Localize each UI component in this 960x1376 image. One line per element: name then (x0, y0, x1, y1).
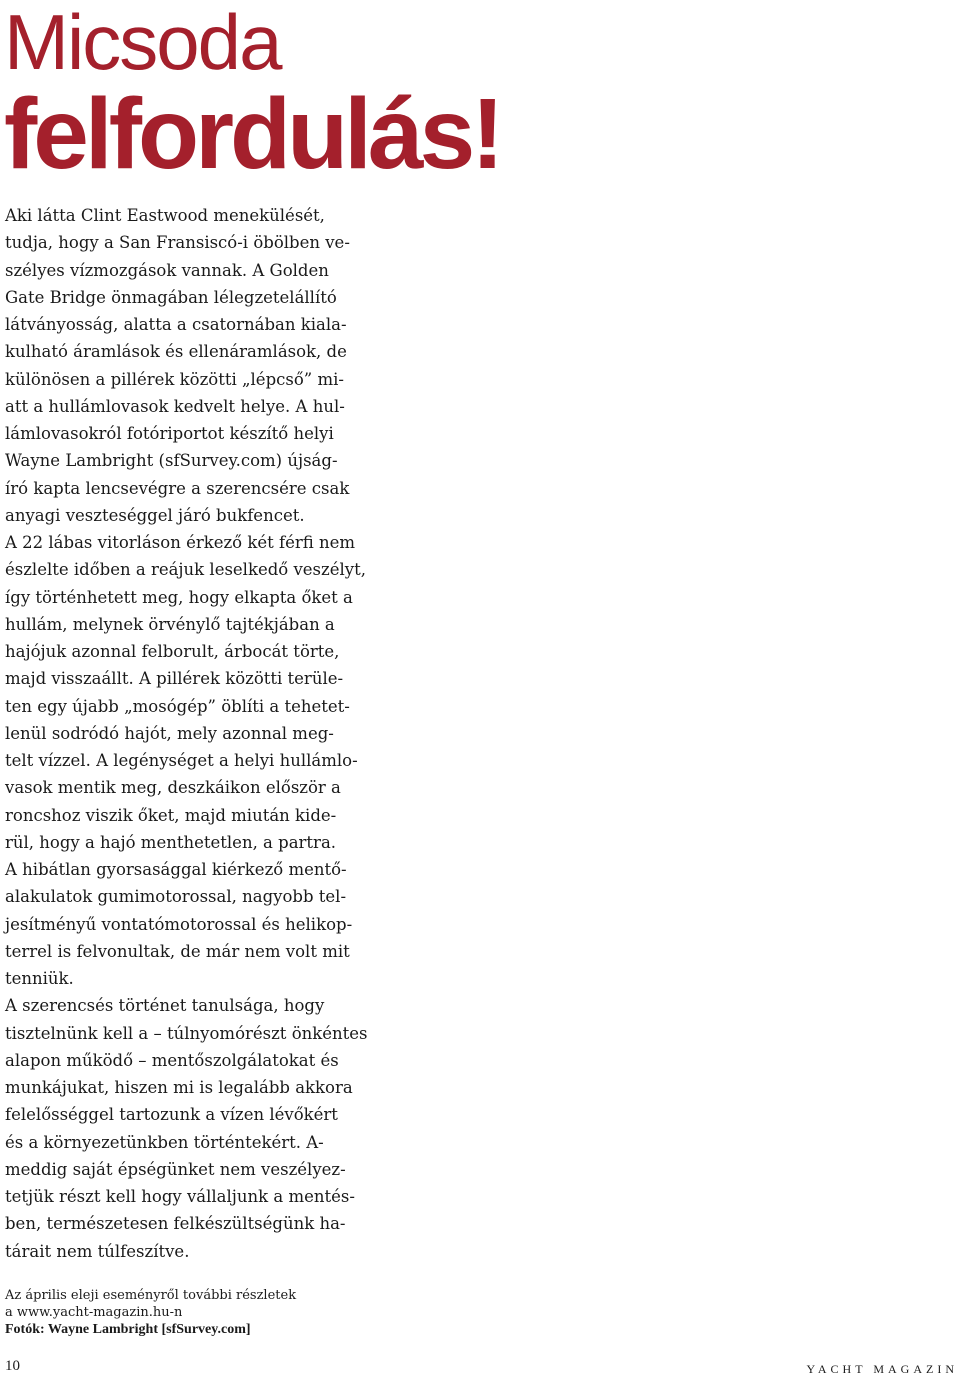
footnote (5, 1287, 425, 1338)
article-line: A 22 lábas vitorláson érkező két férfi nem (5, 533, 356, 552)
article-line: Gate Bridge önmagában lélegzetelállító (5, 287, 337, 307)
article-title-bold: felfordulás! (4, 78, 501, 190)
article-line: att a hullámlovasok kedvelt helye. A hul- (5, 396, 345, 416)
article-line: alapon működő – mentőszolgálatokat és (5, 1050, 339, 1070)
article-line: tudja, hogy a San Fransiscó-i öbölben ve- (5, 233, 350, 253)
article-line: lenül sodródó hajót, mely azonnal meg- (5, 723, 334, 743)
article-line: hajójuk azonnal felborult, árbocát törte, (5, 642, 340, 661)
article-line: tenniük. (5, 969, 74, 988)
article-line: ben, természetesen felkészültségünk ha- (5, 1214, 346, 1234)
article-line: majd visszaállt. A pillérek közötti terüle- (5, 669, 344, 689)
article-line: roncshoz viszik őket, majd miután kide- (5, 805, 337, 825)
article-line: jesítményű vontatómotorossal és helikop- (5, 914, 353, 934)
article-line: szélyes vízmozgások vannak. A Golden (5, 260, 329, 280)
article-line: Aki látta Clint Eastwood menekülését, (5, 206, 325, 225)
article-line: terrel is felvonultak, de már nem volt mit (5, 941, 350, 961)
article-line: telt vízzel. A legénységet a helyi hullámlo- (5, 751, 358, 770)
article-line: lámlovasokról fotóriportot készítő helyi (5, 424, 334, 443)
article-line: A szerencsés történet tanulsága, hogy (5, 996, 325, 1016)
footnote-line-1: Az április eleji eseményről további részletek (5, 1288, 297, 1303)
article-line: és a környezetünkben történtekért. A- (5, 1132, 324, 1152)
article-body (5, 202, 368, 1265)
article-line: különösen a pillérek közötti „lépcső” mi- (5, 369, 344, 389)
article-line: így történhetett meg, hogy elkapta őket a (5, 587, 353, 607)
article-line: tetjük részt kell hogy vállaljunk a mentés- (5, 1187, 355, 1206)
article-line: tisztelnünk kell a – túlnyomórészt önkéntes (5, 1023, 368, 1043)
article-line: meddig saját épségünket nem veszélyez- (5, 1159, 346, 1179)
article-line: rül, hogy a hajó menthetetlen, a partra. (5, 832, 337, 852)
article-line: munkájukat, hiszen mi is legalább akkora (5, 1078, 353, 1097)
article-line: felelősséggel tartozunk a vízen lévőkért (5, 1105, 338, 1125)
article-line: látványosság, alatta a csatornában kiala- (5, 315, 347, 334)
page-number: 10 (5, 1358, 20, 1374)
article-line: észlelte időben a reájuk leselkedő veszélyt, (5, 560, 366, 580)
article-line: kulható áramlások és ellenáramlások, de (5, 342, 347, 362)
article-title-light: Micsoda (4, 0, 281, 86)
article-line: hullám, melynek örvénylő tajtékjában a (5, 614, 335, 634)
article-line: vasok mentik meg, deszkáikon először a (5, 778, 341, 798)
article-line: író kapta lencsevégre a szerencsére csak (5, 478, 350, 498)
footnote-line-2: a www.yacht-magazin.hu-n (5, 1305, 183, 1320)
article-line: Wayne Lambright (sfSurvey.com) újság- (5, 451, 338, 471)
article-line: tárait nem túlfeszítve. (5, 1241, 190, 1261)
article-line: ten egy újabb „mosógép” öblíti a tehetet- (5, 696, 350, 716)
article-line: A hibátlan gyorsasággal kiérkező mentő- (5, 860, 347, 879)
photo-credit: Fotók: Wayne Lambright [sfSurvey.com] (5, 1322, 251, 1337)
magazine-name: YACHT MAGAZIN (806, 1362, 958, 1376)
article-line: anyagi veszteséggel járó bukfencet. (5, 505, 305, 525)
article-line: alakulatok gumimotorossal, nagyobb tel- (5, 887, 347, 907)
